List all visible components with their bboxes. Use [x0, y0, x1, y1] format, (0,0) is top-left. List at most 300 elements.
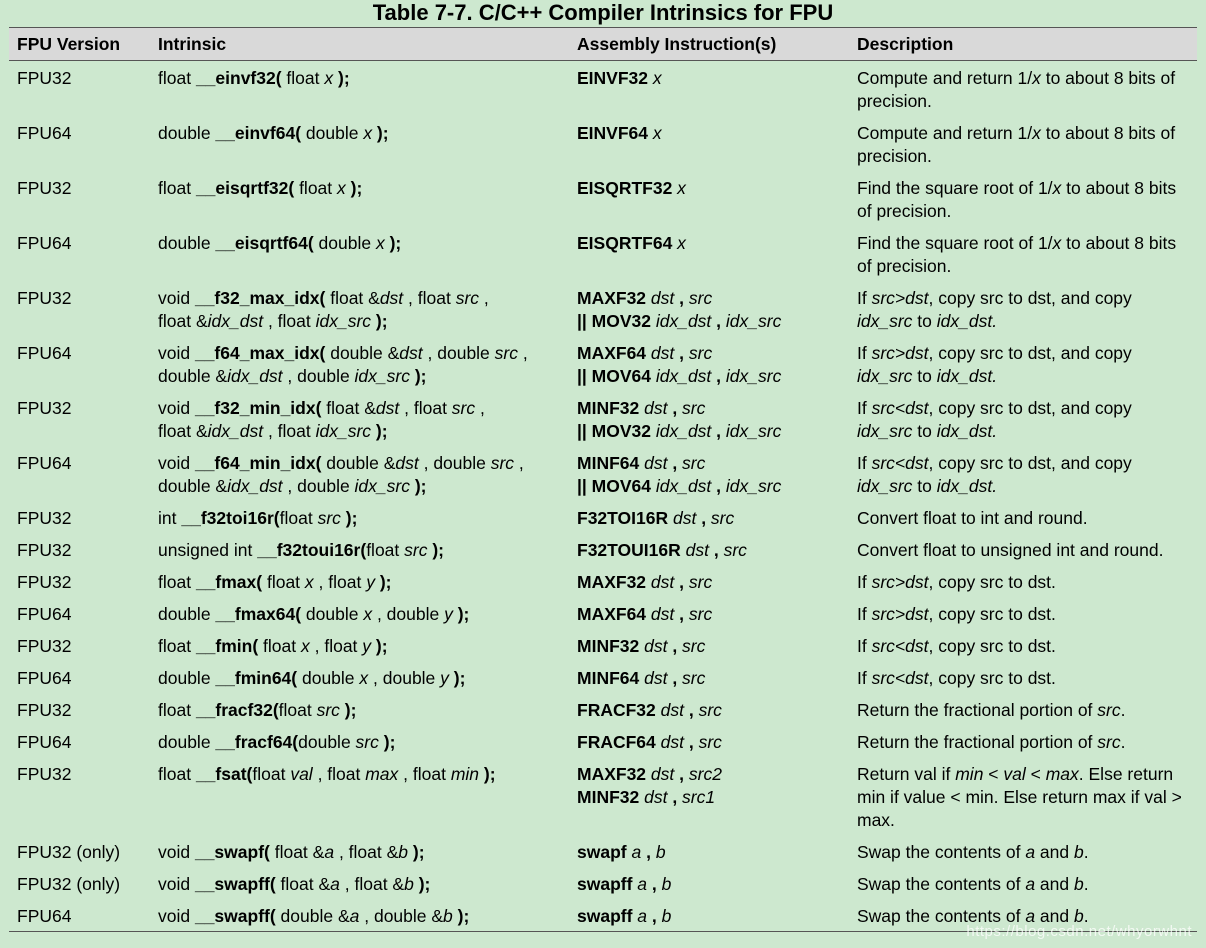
intrinsics-table-container — [9, 27, 1197, 932]
text-segment: src — [494, 343, 518, 363]
text-segment: . — [1083, 874, 1089, 894]
text-segment: , double — [422, 343, 495, 363]
text-segment: dst — [395, 453, 419, 473]
cell-intrinsic — [150, 725, 569, 757]
table-row — [9, 693, 1197, 725]
cell-description — [849, 661, 1197, 693]
cell-description — [849, 171, 1197, 226]
cell-fpu-version: FPU64 — [17, 668, 72, 688]
cell-assembly — [569, 391, 849, 446]
cell-assembly — [569, 446, 849, 501]
text-segment: EINVF64 — [577, 123, 648, 143]
cell-assembly — [569, 171, 849, 226]
text-segment: src — [693, 700, 722, 720]
text-segment: idx_dst — [227, 476, 283, 496]
text-segment: __swapff( — [194, 906, 276, 926]
text-segment: to — [912, 421, 937, 441]
text-segment: dst — [379, 288, 404, 308]
text-segment: MINF32 — [577, 787, 640, 807]
text-segment: , — [674, 288, 684, 308]
text-segment: FRACF32 — [577, 700, 656, 720]
cell-intrinsic — [150, 867, 569, 899]
text-segment: , — [683, 700, 694, 720]
text-segment: x — [304, 572, 314, 592]
text-segment: a — [349, 906, 360, 926]
text-segment: . — [1120, 732, 1126, 752]
text-segment: , — [696, 508, 707, 528]
table-row — [9, 533, 1197, 565]
text-segment: val — [290, 764, 313, 784]
cell-intrinsic — [150, 533, 569, 565]
text-segment: b — [1073, 906, 1084, 926]
text-segment: x — [648, 68, 662, 88]
text-segment: || MOV32 — [577, 311, 651, 331]
text-segment: Return the fractional portion of — [857, 732, 1098, 752]
cell-assembly — [569, 597, 849, 629]
cell-intrinsic — [150, 61, 569, 117]
text-segment: max — [1045, 764, 1079, 784]
text-segment: ); — [409, 476, 427, 496]
text-segment: ); — [409, 366, 427, 386]
text-segment: float & — [158, 421, 208, 441]
text-segment: x — [324, 68, 334, 88]
text-segment: F32TOUI16R — [577, 540, 681, 560]
text-segment: ); — [413, 874, 431, 894]
text-segment: src — [455, 288, 480, 308]
text-segment: float — [158, 68, 196, 88]
text-segment: y — [362, 636, 372, 656]
cell-intrinsic — [150, 226, 569, 281]
text-segment: src>dst — [871, 604, 929, 624]
cell-description — [849, 501, 1197, 533]
text-segment: b — [1073, 874, 1084, 894]
table-row — [9, 597, 1197, 629]
text-segment: , float — [398, 764, 451, 784]
text-segment: idx_dst. — [936, 366, 998, 386]
text-segment: idx_dst. — [936, 311, 998, 331]
text-segment: , — [667, 453, 678, 473]
text-segment: src — [684, 343, 713, 363]
table-row — [9, 867, 1197, 899]
cell-intrinsic — [150, 391, 569, 446]
text-segment: float & — [321, 398, 376, 418]
text-segment: to about 8 bits of precision. — [857, 233, 1177, 276]
text-segment: , — [708, 540, 719, 560]
text-segment: double — [158, 668, 216, 688]
text-segment: , float — [263, 311, 316, 331]
text-segment: __fmin64( — [215, 668, 298, 688]
text-segment: src — [355, 732, 379, 752]
text-segment: If — [857, 398, 872, 418]
text-segment: , — [674, 343, 684, 363]
text-segment: a — [632, 906, 648, 926]
text-segment: If — [857, 604, 872, 624]
text-segment: < — [983, 764, 1004, 784]
text-segment: x — [363, 123, 373, 143]
cell-intrinsic — [150, 116, 569, 171]
cell-description — [849, 533, 1197, 565]
cell-fpu-version: FPU32 — [17, 572, 72, 592]
text-segment: src — [1097, 732, 1121, 752]
text-segment: , — [711, 311, 722, 331]
text-segment: src<dst — [871, 398, 929, 418]
cell-fpu-version: FPU64 — [17, 123, 72, 143]
text-segment: , — [475, 398, 485, 418]
header-intrinsic: Intrinsic — [158, 34, 227, 54]
text-segment: || MOV32 — [577, 421, 651, 441]
text-segment: __fracf32( — [195, 700, 279, 720]
text-segment: src — [490, 453, 515, 473]
text-segment: y — [444, 604, 453, 624]
text-segment: x — [1052, 233, 1062, 253]
intrinsics-table — [9, 27, 1197, 932]
cell-fpu-version: FPU32 — [17, 178, 72, 198]
cell-description — [849, 725, 1197, 757]
text-segment: b — [650, 842, 666, 862]
text-segment: float — [262, 572, 305, 592]
text-segment: idx_dst — [227, 366, 283, 386]
table-row — [9, 116, 1197, 171]
text-segment: EISQRTF64 — [577, 233, 673, 253]
text-segment: , copy src to dst, and copy — [928, 398, 1132, 418]
text-segment: , double — [372, 604, 445, 624]
text-segment: . — [1083, 906, 1089, 926]
text-segment: a — [626, 842, 642, 862]
text-segment: , copy src to dst. — [928, 636, 1056, 656]
watermark: https://blog.csdn.net/whyorwhnt — [966, 923, 1192, 940]
text-segment: MAXF64 — [577, 343, 647, 363]
cell-intrinsic — [150, 629, 569, 661]
text-segment: Return val if — [857, 764, 956, 784]
text-segment: src>dst — [871, 288, 929, 308]
text-segment: , — [667, 787, 678, 807]
text-segment: ); — [452, 604, 470, 624]
text-segment: idx_dst — [650, 476, 712, 496]
text-segment: MAXF64 — [577, 604, 647, 624]
cell-fpu-version: FPU32 (only) — [17, 842, 121, 862]
text-segment: b — [656, 906, 672, 926]
cell-intrinsic — [150, 835, 569, 867]
text-segment: src — [404, 540, 428, 560]
text-segment: float — [278, 700, 317, 720]
table-row — [9, 725, 1197, 757]
text-segment: double & — [158, 476, 228, 496]
text-segment: src — [1097, 700, 1121, 720]
text-segment: dst — [639, 787, 668, 807]
text-segment: double — [158, 604, 216, 624]
cell-description — [849, 597, 1197, 629]
text-segment: __f64_max_idx( — [194, 343, 326, 363]
cell-assembly — [569, 501, 849, 533]
text-segment: , — [479, 288, 489, 308]
text-segment: __einvf32( — [195, 68, 282, 88]
cell-assembly — [569, 226, 849, 281]
text-segment: and — [1035, 906, 1074, 926]
cell-intrinsic — [150, 565, 569, 597]
text-segment: ); — [339, 700, 357, 720]
text-segment: MINF32 — [577, 636, 640, 656]
text-segment: idx_src — [354, 476, 410, 496]
text-segment: dst — [646, 764, 675, 784]
text-segment: , — [711, 476, 722, 496]
cell-intrinsic — [150, 171, 569, 226]
text-segment: idx_dst. — [936, 421, 998, 441]
text-segment: idx_src — [857, 421, 913, 441]
text-segment: Return the fractional portion of — [857, 700, 1098, 720]
text-segment: float — [366, 540, 405, 560]
text-segment: idx_src — [354, 366, 410, 386]
text-segment: src — [684, 572, 713, 592]
text-segment: double & — [325, 343, 400, 363]
text-segment: , double — [282, 476, 355, 496]
text-segment: to — [912, 311, 937, 331]
text-segment: src>dst — [871, 572, 929, 592]
text-segment: If — [857, 288, 872, 308]
text-segment: , — [674, 604, 684, 624]
text-segment: , — [667, 398, 678, 418]
cell-assembly — [569, 281, 849, 336]
table-row — [9, 61, 1197, 117]
text-segment: y — [366, 572, 375, 592]
text-segment: src — [317, 508, 341, 528]
cell-fpu-version: FPU32 — [17, 68, 72, 88]
text-segment: , — [641, 842, 651, 862]
table-header — [9, 28, 1197, 61]
text-segment: double — [313, 233, 376, 253]
text-segment: x — [648, 123, 662, 143]
text-segment: If — [857, 343, 872, 363]
cell-assembly — [569, 693, 849, 725]
text-segment: void — [158, 874, 195, 894]
text-segment: dst — [639, 668, 668, 688]
text-segment: Find the square root of 1/ — [857, 178, 1053, 198]
cell-description — [849, 835, 1197, 867]
text-segment: , float & — [339, 874, 405, 894]
text-segment: a — [330, 874, 340, 894]
text-segment: src — [677, 453, 706, 473]
text-segment: dst — [655, 700, 684, 720]
text-segment: src<dst — [871, 453, 929, 473]
text-segment: __fmax( — [195, 572, 263, 592]
text-segment: , float — [313, 572, 367, 592]
text-segment: Convert float to unsigned int and round. — [857, 540, 1164, 560]
text-segment: __einvf64( — [215, 123, 302, 143]
text-segment: dst — [639, 636, 668, 656]
table-row — [9, 391, 1197, 446]
text-segment: __swapff( — [194, 874, 276, 894]
text-segment: If — [857, 636, 872, 656]
text-segment: x — [375, 233, 385, 253]
table-row — [9, 835, 1197, 867]
text-segment: __f32_max_idx( — [194, 288, 326, 308]
table-row — [9, 661, 1197, 693]
text-segment: FRACF64 — [577, 732, 656, 752]
text-segment: x — [672, 233, 686, 253]
text-segment: , — [514, 453, 524, 473]
text-segment: float — [252, 764, 291, 784]
text-segment: to about 8 bits of precision. — [857, 68, 1176, 111]
cell-intrinsic — [150, 899, 569, 932]
table-row — [9, 446, 1197, 501]
cell-assembly — [569, 899, 849, 932]
text-segment: float — [279, 508, 318, 528]
text-segment: dst — [399, 343, 423, 363]
text-segment: , float — [312, 764, 366, 784]
cell-fpu-version: FPU64 — [17, 604, 72, 624]
text-segment: ); — [479, 764, 496, 784]
table-row — [9, 281, 1197, 336]
text-segment: float & — [325, 288, 380, 308]
text-segment: x — [301, 636, 310, 656]
text-segment: src — [684, 288, 713, 308]
text-segment: , copy src to dst, and copy — [928, 288, 1132, 308]
text-segment: dst — [375, 398, 400, 418]
cell-fpu-version: FPU32 — [17, 540, 72, 560]
text-segment: dst — [646, 343, 675, 363]
text-segment: float — [281, 68, 325, 88]
cell-intrinsic — [150, 501, 569, 533]
table-row — [9, 565, 1197, 597]
text-segment: idx_src — [315, 421, 372, 441]
text-segment: MINF64 — [577, 668, 640, 688]
text-segment: float & — [158, 311, 208, 331]
text-segment: and — [1035, 842, 1074, 862]
text-segment: , float — [399, 398, 452, 418]
text-segment: a — [1025, 842, 1036, 862]
cell-intrinsic — [150, 446, 569, 501]
text-segment: src — [316, 700, 340, 720]
cell-description — [849, 226, 1197, 281]
cell-description — [849, 446, 1197, 501]
cell-fpu-version: FPU32 (only) — [17, 874, 121, 894]
text-segment: __fmax64( — [215, 604, 302, 624]
text-segment: x — [1032, 123, 1041, 143]
text-segment: idx_src — [315, 311, 372, 331]
text-segment: and — [1035, 874, 1074, 894]
text-segment: dst — [646, 604, 675, 624]
cell-fpu-version: FPU64 — [17, 906, 72, 926]
text-segment: double — [158, 123, 216, 143]
text-segment: , — [667, 668, 678, 688]
cell-assembly — [569, 757, 849, 835]
text-segment: src2 — [684, 764, 722, 784]
text-segment: a — [324, 842, 335, 862]
text-segment: void — [158, 398, 195, 418]
table-row — [9, 336, 1197, 391]
text-segment: b — [656, 874, 672, 894]
text-segment: idx_dst — [207, 421, 264, 441]
table-row — [9, 226, 1197, 281]
text-segment: void — [158, 842, 195, 862]
text-segment: . — [1083, 842, 1089, 862]
cell-fpu-version: FPU32 — [17, 398, 72, 418]
text-segment: x — [337, 178, 346, 198]
text-segment: MAXF32 — [577, 288, 647, 308]
text-segment: src1 — [677, 787, 716, 807]
text-segment: __fracf64( — [215, 732, 299, 752]
text-segment: __f32toui16r( — [257, 540, 367, 560]
text-segment: src — [677, 636, 706, 656]
text-segment: max — [365, 764, 399, 784]
text-segment: double & — [158, 366, 228, 386]
text-segment: void — [158, 906, 195, 926]
text-segment: dst — [639, 453, 668, 473]
text-segment: src<dst — [871, 636, 929, 656]
cell-intrinsic — [150, 281, 569, 336]
cell-fpu-version: FPU64 — [17, 732, 72, 752]
text-segment: to about 8 bits of precision. — [857, 178, 1177, 221]
text-segment: , — [647, 906, 657, 926]
cell-fpu-version: FPU32 — [17, 636, 72, 656]
text-segment: a — [1025, 874, 1036, 894]
text-segment: ); — [452, 906, 470, 926]
text-segment: , copy src to dst. — [928, 668, 1056, 688]
cell-description — [849, 281, 1197, 336]
text-segment: || MOV64 — [577, 366, 651, 386]
text-segment: Swap the contents of — [857, 842, 1026, 862]
text-segment: , copy src to dst, and copy — [928, 343, 1132, 363]
text-segment: ); — [371, 636, 388, 656]
text-segment: dst — [646, 572, 675, 592]
text-segment: EISQRTF32 — [577, 178, 673, 198]
table-row — [9, 501, 1197, 533]
text-segment: , double — [282, 366, 355, 386]
text-segment: double — [301, 123, 364, 143]
text-segment: float & — [269, 842, 325, 862]
text-segment: , — [711, 366, 722, 386]
text-segment: , copy src to dst. — [928, 604, 1056, 624]
text-segment: src — [677, 398, 706, 418]
cell-assembly — [569, 565, 849, 597]
header-assembly: Assembly Instruction(s) — [577, 34, 777, 54]
text-segment: float — [158, 572, 196, 592]
text-segment: ); — [448, 668, 466, 688]
cell-description — [849, 757, 1197, 835]
text-segment: b — [398, 842, 409, 862]
text-segment: double & — [321, 453, 396, 473]
text-segment: , float — [263, 421, 316, 441]
text-segment: double — [158, 233, 216, 253]
text-segment: src — [718, 540, 747, 560]
cell-intrinsic — [150, 757, 569, 835]
text-segment: ); — [408, 842, 425, 862]
cell-fpu-version: FPU32 — [17, 764, 72, 784]
table-body — [9, 61, 1197, 932]
cell-fpu-version: FPU64 — [17, 343, 72, 363]
text-segment: , — [711, 421, 722, 441]
text-segment: , — [647, 874, 657, 894]
text-segment: , — [667, 636, 678, 656]
header-description: Description — [857, 34, 954, 54]
text-segment: dst — [639, 398, 668, 418]
text-segment: idx_src — [857, 311, 913, 331]
text-segment: < — [1025, 764, 1046, 784]
text-segment: dst — [655, 732, 684, 752]
text-segment: double — [297, 668, 360, 688]
cell-description — [849, 867, 1197, 899]
text-segment: idx_dst — [207, 311, 264, 331]
text-segment: int — [158, 508, 182, 528]
text-segment: swapff — [577, 906, 633, 926]
text-segment: , double — [418, 453, 491, 473]
text-segment: , double & — [359, 906, 444, 926]
text-segment: MINF32 — [577, 398, 640, 418]
cell-assembly — [569, 336, 849, 391]
table-row — [9, 171, 1197, 226]
text-segment: ); — [371, 311, 388, 331]
text-segment: val — [1003, 764, 1026, 784]
text-segment: src>dst — [871, 343, 929, 363]
